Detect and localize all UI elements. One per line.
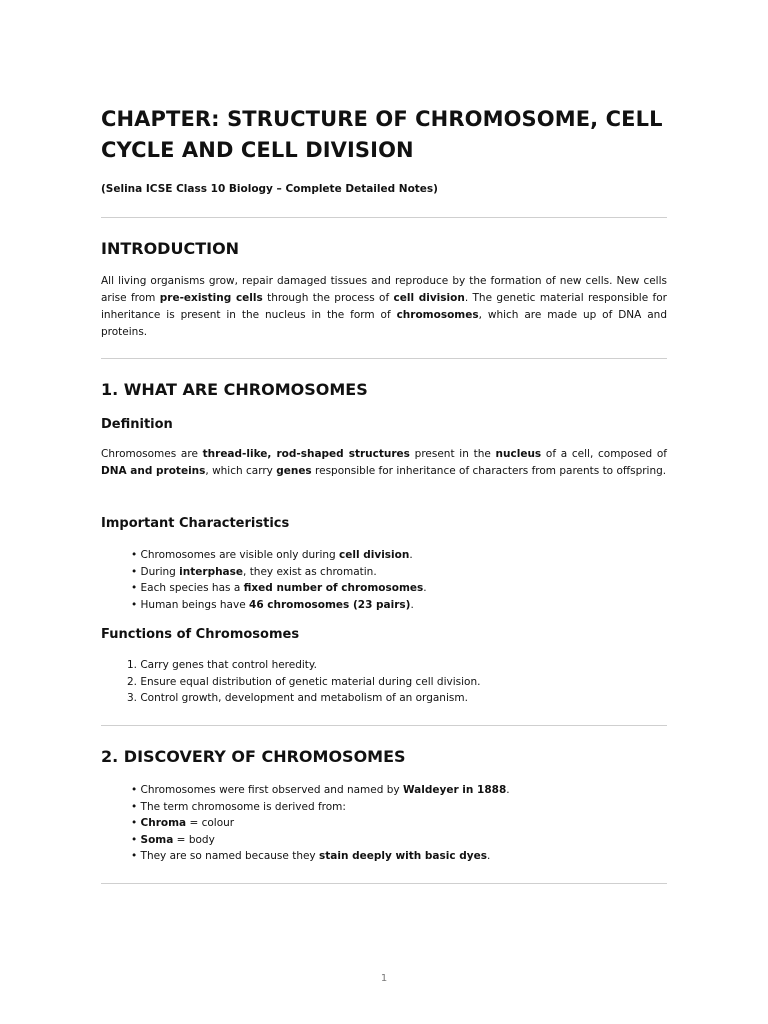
list-item: • Soma = body [131,833,215,846]
list-item: • Chroma = colour [131,817,235,829]
intro-heading: INTRODUCTION [101,239,240,258]
divider [101,217,667,218]
functions-heading: Functions of Chromosomes [101,627,300,642]
list-item: 2. Ensure equal distribution of genetic material during cell division. [127,675,481,688]
list-item: 1. Carry genes that control heredity. [127,659,317,671]
divider [101,358,667,359]
functions-list [127,657,480,707]
intro-paragraph: All living organisms grow, repair damaged tissues and reproduce by the formation of new cells. New cells arise from pre-existing cells through the process of cell division. The genetic material responsible for inheritance is present in the nucleus in the form of chromosomes, which are made up of DNA and proteins. [101,275,667,338]
section2-heading: 2. DISCOVERY OF CHROMOSOMES [101,747,406,766]
chapter-title: CHAPTER: STRUCTURE OF CHROMOSOME, CELL CYCLE AND CELL DIVISION [101,107,663,162]
list-item: • Each species has a fixed number of chromosomes. [131,582,427,594]
list-item: 3. Control growth, development and metabolism of an organism. [127,692,468,704]
definition-paragraph: Chromosomes are thread-like, rod-shaped structures present in the nucleus of a cell, composed of DNA and proteins, which carry genes responsible for inheritance of characters from parents to offspring. [101,448,667,477]
list-item: • Chromosomes were first observed and named by Waldeyer in 1888. [131,784,510,796]
characteristics-list [131,547,427,613]
list-item: • They are so named because they stain deeply with basic dyes. [131,850,491,862]
section1-heading: 1. WHAT ARE CHROMOSOMES [101,380,368,399]
page-number: 1 [380,973,388,984]
chapter-subtitle: (Selina ICSE Class 10 Biology – Complete Detailed Notes) [101,183,438,195]
characteristics-heading: Important Characteristics [101,516,290,531]
list-item: • Chromosomes are visible only during cell division. [131,549,413,561]
divider [101,883,667,884]
definition-heading: Definition [101,417,173,432]
discovery-list [131,782,510,865]
list-item: • The term chromosome is derived from: [131,800,346,813]
divider [101,725,667,726]
list-item: • During interphase, they exist as chromatin. [131,565,377,578]
list-item: • Human beings have 46 chromosomes (23 pairs). [131,598,414,611]
